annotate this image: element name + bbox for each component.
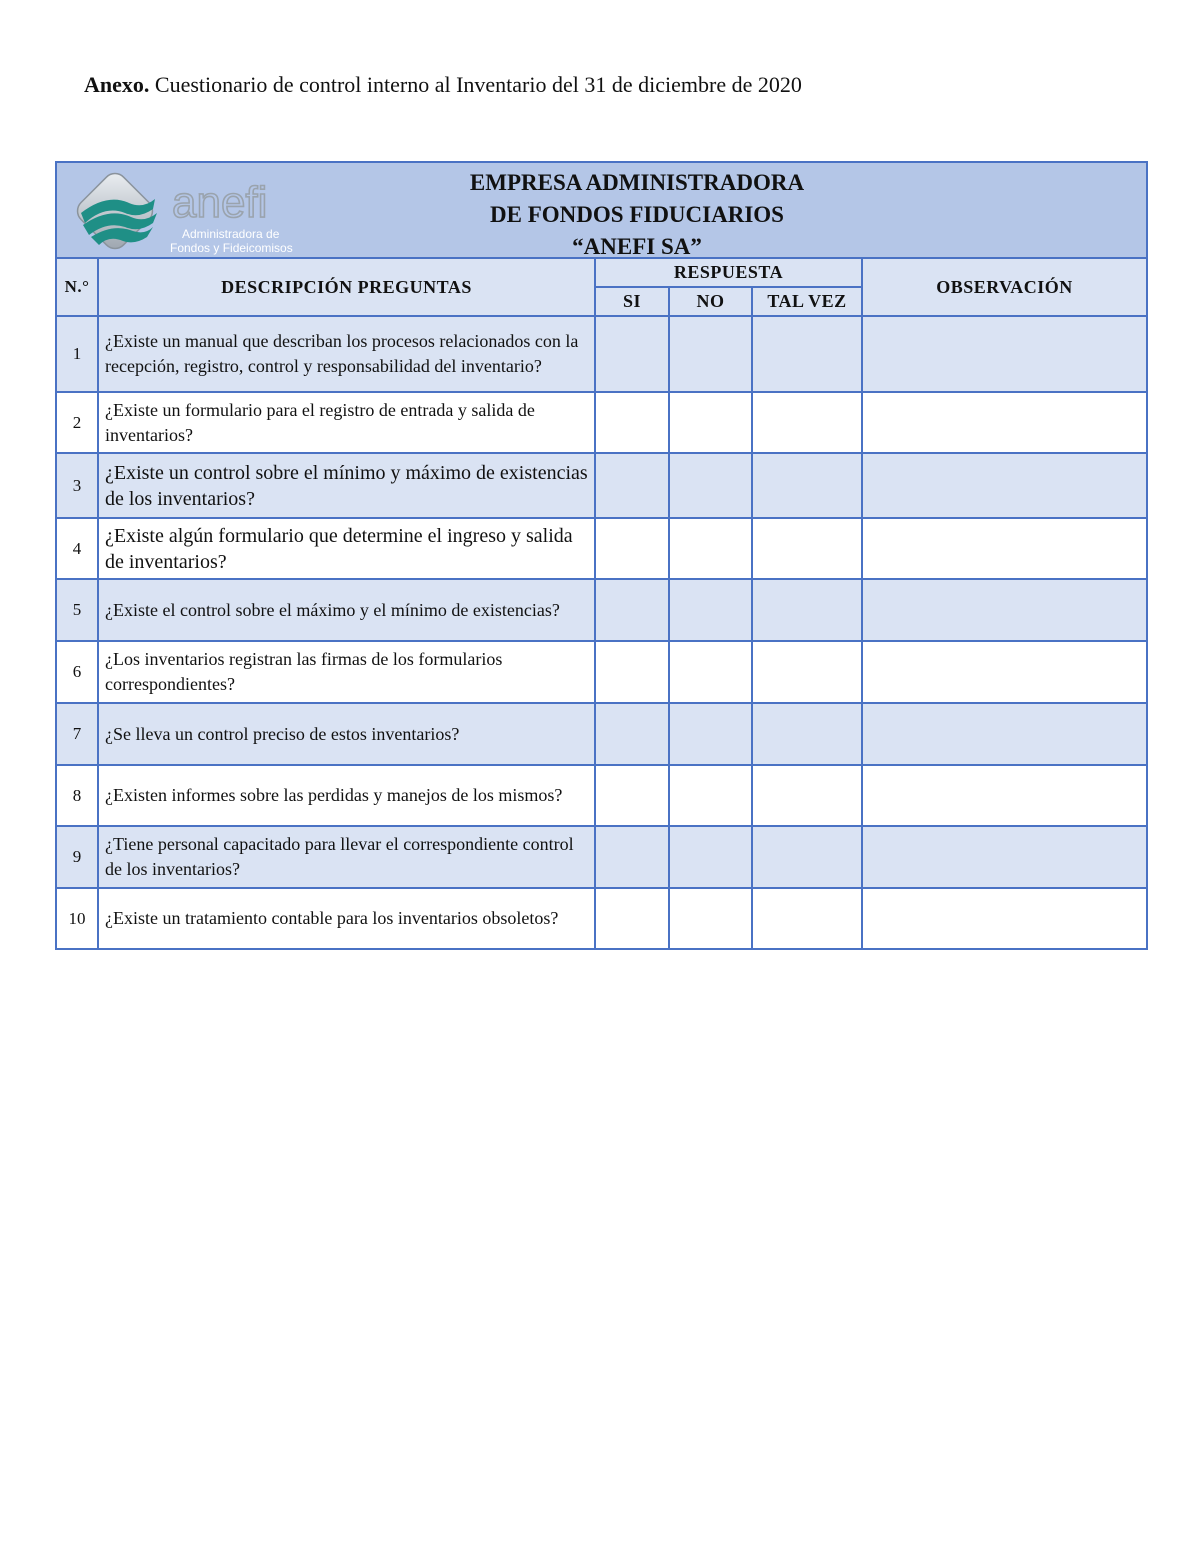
answer-si-cell[interactable]	[595, 392, 669, 453]
answer-no-cell[interactable]	[669, 392, 752, 453]
row-question: ¿Existen informes sobre las perdidas y manejos de los mismos?	[98, 765, 595, 826]
row-number: 3	[56, 453, 98, 518]
table-row	[56, 579, 1147, 641]
table-row	[56, 453, 1147, 518]
answer-talvez-cell[interactable]	[752, 579, 862, 641]
row-number: 2	[56, 392, 98, 453]
answer-talvez-cell[interactable]	[752, 392, 862, 453]
observation-cell[interactable]	[862, 392, 1147, 453]
answer-no-cell[interactable]	[669, 518, 752, 579]
answer-talvez-cell[interactable]	[752, 316, 862, 392]
title-bold-prefix: Anexo.	[84, 72, 150, 97]
observation-cell[interactable]	[862, 765, 1147, 826]
table-row	[56, 518, 1147, 579]
company-line-1: EMPRESA ADMINISTRADORA	[469, 170, 805, 195]
anefi-logo	[67, 165, 317, 257]
questionnaire-table	[55, 161, 1148, 950]
row-question: ¿Existe un tratamiento contable para los inventarios obsoletos?	[98, 888, 595, 949]
row-question: ¿Tiene personal capacitado para llevar el correspondiente control de los inventarios?	[98, 826, 595, 888]
row-question: ¿Existe el control sobre el máximo y el mínimo de existencias?	[98, 579, 595, 641]
table-row	[56, 888, 1147, 949]
row-number: 6	[56, 641, 98, 703]
observation-cell[interactable]	[862, 888, 1147, 949]
logo-wordmark: anefi	[172, 178, 268, 227]
answer-si-cell[interactable]	[595, 453, 669, 518]
answer-talvez-cell[interactable]	[752, 453, 862, 518]
answer-no-cell[interactable]	[669, 453, 752, 518]
title-text: Cuestionario de control interno al Inventario del 31 de diciembre de 2020	[149, 72, 802, 97]
company-name	[387, 167, 887, 263]
table-row	[56, 641, 1147, 703]
table-row	[56, 703, 1147, 765]
row-question: ¿Existe algún formulario que determine el ingreso y salida de inventarios?	[98, 518, 595, 579]
answer-talvez-cell[interactable]	[752, 518, 862, 579]
table-row	[56, 392, 1147, 453]
answer-si-cell[interactable]	[595, 888, 669, 949]
col-header-talvez: TAL VEZ	[752, 287, 862, 316]
observation-cell[interactable]	[862, 518, 1147, 579]
company-header-band	[56, 162, 1147, 258]
col-header-number: N.°	[56, 258, 98, 316]
answer-no-cell[interactable]	[669, 641, 752, 703]
answer-si-cell[interactable]	[595, 518, 669, 579]
answer-talvez-cell[interactable]	[752, 641, 862, 703]
answer-no-cell[interactable]	[669, 703, 752, 765]
logo-tagline-2: Fondos y Fideicomisos	[170, 241, 293, 255]
row-number: 1	[56, 316, 98, 392]
table-row	[56, 316, 1147, 392]
row-question: ¿Existe un manual que describan los procesos relacionados con la recepción, registro, control y responsabilidad del inventario?	[98, 316, 595, 392]
answer-no-cell[interactable]	[669, 579, 752, 641]
table-row	[56, 765, 1147, 826]
logo-tagline-1: Administradora de	[182, 227, 280, 241]
row-number: 10	[56, 888, 98, 949]
answer-si-cell[interactable]	[595, 316, 669, 392]
answer-talvez-cell[interactable]	[752, 826, 862, 888]
answer-no-cell[interactable]	[669, 316, 752, 392]
observation-cell[interactable]	[862, 826, 1147, 888]
row-number: 8	[56, 765, 98, 826]
col-header-si: SI	[595, 287, 669, 316]
table-row	[56, 826, 1147, 888]
observation-cell[interactable]	[862, 579, 1147, 641]
document-title	[84, 70, 802, 100]
col-header-observation: OBSERVACIÓN	[862, 258, 1147, 316]
row-question: ¿Se lleva un control preciso de estos inventarios?	[98, 703, 595, 765]
row-number: 7	[56, 703, 98, 765]
observation-cell[interactable]	[862, 641, 1147, 703]
row-number: 4	[56, 518, 98, 579]
row-question: ¿Los inventarios registran las firmas de los formularios correspondientes?	[98, 641, 595, 703]
row-number: 9	[56, 826, 98, 888]
answer-talvez-cell[interactable]	[752, 703, 862, 765]
answer-si-cell[interactable]	[595, 703, 669, 765]
answer-talvez-cell[interactable]	[752, 765, 862, 826]
answer-si-cell[interactable]	[595, 579, 669, 641]
answer-talvez-cell[interactable]	[752, 888, 862, 949]
row-question: ¿Existe un control sobre el mínimo y máximo de existencias de los inventarios?	[98, 453, 595, 518]
answer-no-cell[interactable]	[669, 888, 752, 949]
col-header-description: DESCRIPCIÓN PREGUNTAS	[98, 258, 595, 316]
observation-cell[interactable]	[862, 453, 1147, 518]
observation-cell[interactable]	[862, 316, 1147, 392]
col-header-response: RESPUESTA	[595, 258, 862, 287]
row-question: ¿Existe un formulario para el registro de entrada y salida de inventarios?	[98, 392, 595, 453]
observation-cell[interactable]	[862, 703, 1147, 765]
answer-si-cell[interactable]	[595, 826, 669, 888]
answer-si-cell[interactable]	[595, 641, 669, 703]
company-line-2: DE FONDOS FIDUCIARIOS	[490, 202, 784, 227]
answer-no-cell[interactable]	[669, 826, 752, 888]
col-header-no: NO	[669, 287, 752, 316]
company-line-3: “ANEFI SA”	[572, 234, 702, 259]
answer-si-cell[interactable]	[595, 765, 669, 826]
row-number: 5	[56, 579, 98, 641]
answer-no-cell[interactable]	[669, 765, 752, 826]
